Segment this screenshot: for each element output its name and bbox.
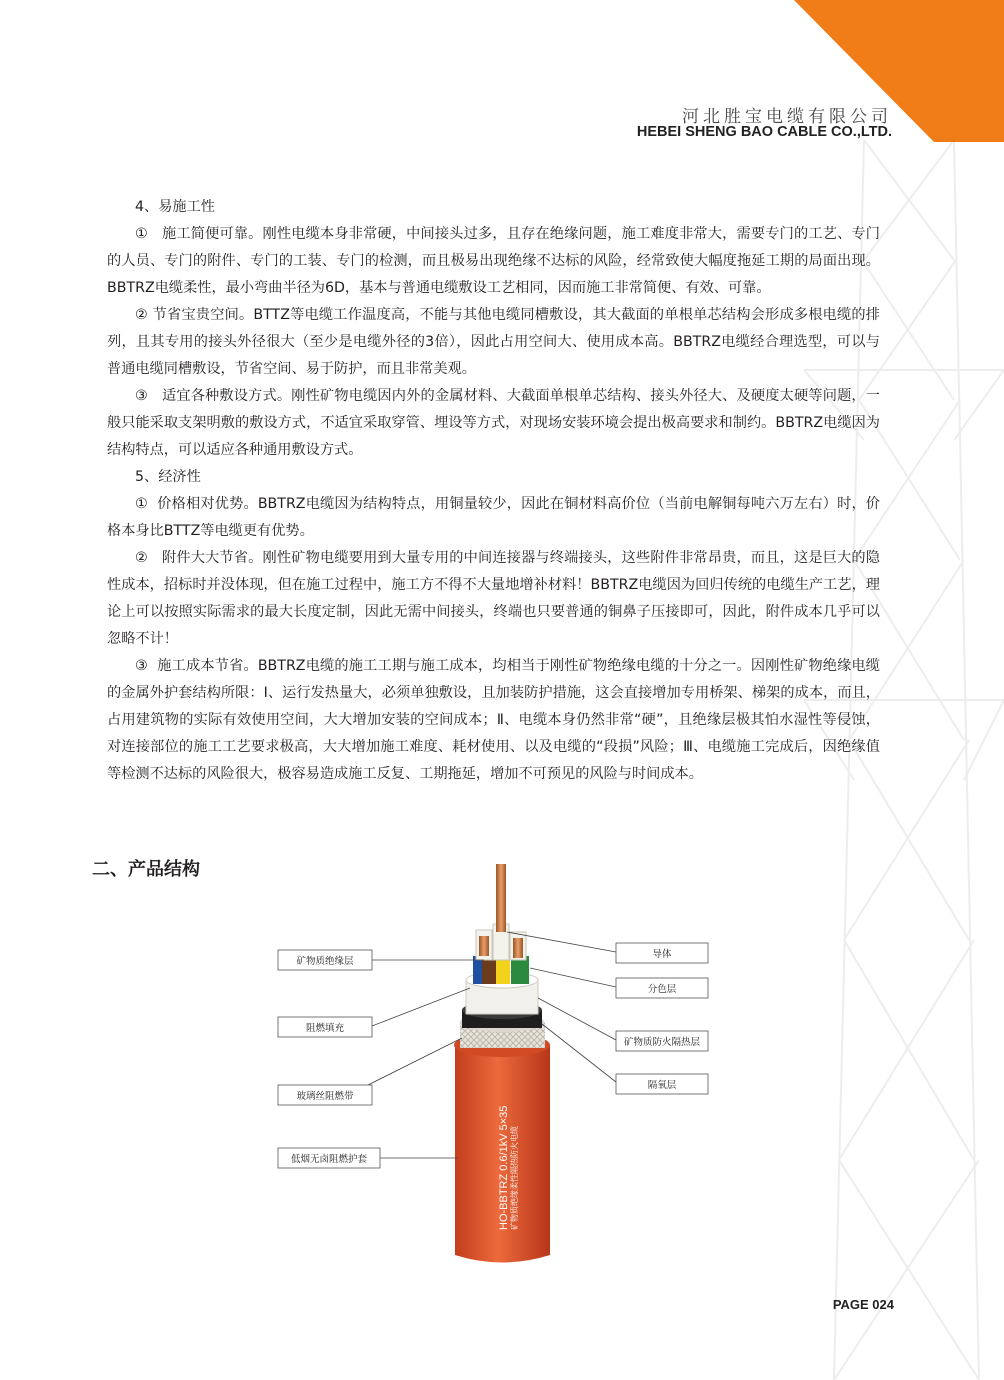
label-glass-fiber-tape: 玻璃丝阻燃带: [296, 1091, 354, 1102]
callout-label: [278, 950, 372, 970]
paragraph: [107, 221, 880, 302]
paragraph-text: 附件大大节省。刚性矿物电缆要用到大量专用的中间连接器与终端接头，这些附件非常昂贵，而且，这是巨大的隐性成本，招标时并没体现，但在施工过程中，施工方不得不大量地增补材料！BBTRZ电缆因为回归传统的电缆生产工艺，理论上可以按照实际需求的最大长度定制，因此无需中间接头，终端也只要普通的铜鼻子压接即可，因此，附件成本几乎可以忽略不计！: [107, 550, 880, 647]
callout-label: [278, 1148, 380, 1168]
item-marker: ③: [135, 388, 148, 404]
label-flame-filler: 阻燃填充: [305, 1023, 345, 1034]
item-marker: ①: [135, 226, 148, 242]
paragraph: [107, 653, 880, 788]
paragraph-text: 节省宝贵空间。BTTZ等电缆工作温度高，不能与其他电缆同槽敷设，其大截面的单根单芯结构会形成多根电缆的排列，且其专用的接头外径很大（至少是电缆外径的3倍），因此占用空间大、使用成本高。BBTRZ电缆经合理选型，可以与普通电缆同槽敷设，节省空间、易于防护，而且非常美观。: [107, 307, 880, 377]
cable-structure-diagram: [270, 860, 730, 1270]
body-text: [107, 194, 880, 788]
label-mineral-insulation: 矿物质绝缘层: [296, 956, 354, 967]
label-conductor: 导体: [652, 949, 672, 960]
label-color-layer: 分色层: [647, 984, 677, 995]
section-2-title: 二、产品结构: [92, 859, 200, 880]
label-lszh-sheath: 低烟无卤阻燃护套: [290, 1154, 368, 1165]
paragraph: [107, 491, 880, 545]
item-marker: ②: [135, 307, 148, 323]
item-marker: ②: [135, 550, 148, 566]
callout-label: [616, 1031, 708, 1051]
cable-marking-line2: 矿物质绝缘柔性隔热防火电缆: [510, 1126, 519, 1230]
item-marker: ①: [135, 496, 148, 512]
paragraph: [107, 545, 880, 653]
callout-label: [616, 943, 708, 963]
paragraph-text: 适宜各种敷设方式。刚性矿物电缆因内外的金属材料、大截面单根单芯结构、接头外径大、及硬度太硬等问题，一般只能采取支架明敷的敷设方式，不适宜采取穿管、埋设等方式，对现场安装环境会提出极高要求和制约。BBTRZ电缆因为结构特点，可以适应各种通用敷设方式。: [107, 388, 880, 458]
company-name-en: HEBEI SHENG BAO CABLE CO.,LTD.: [636, 124, 892, 140]
callout-label: [616, 978, 708, 998]
section-4-heading: 4、易施工性: [135, 199, 215, 215]
paragraph-text: 施工成本节省。BBTRZ电缆的施工工期与施工成本，均相当于刚性矿物绝缘电缆的十分之一。因刚性矿物绝缘电缆的金属外护套结构所限：Ⅰ、运行发热量大，必须单独敷设，且加装防护措施，这会直接增加专用桥架、梯架的成本，而且，占用建筑物的实际有效使用空间，大大增加安装的空间成本；Ⅱ、电缆本身仍然非常“硬”，且绝缘层极其怕水湿性等侵蚀，对连接部位的施工工艺要求极高，大大增加施工难度、耗材使用、以及电缆的“段损”风险；Ⅲ、电缆施工完成后，因绝缘值等检测不达标的风险很大，极容易造成施工反复、工期拖延，增加不可预见的风险与时间成本。: [107, 658, 880, 782]
section-5-heading: 5、经济性: [135, 469, 201, 485]
paragraph-text: 施工简便可靠。刚性电缆本身非常硬，中间接头过多，且存在绝缘问题，施工难度非常大，需要专门的工艺、专门的人员、专门的附件、专门的工装、专门的检测，而且极易出现绝缘不达标的风险，经常致使大幅度拖延工期的局面出现。BBTRZ电缆柔性，最小弯曲半径为6D，基本与普通电缆敷设工艺相同，因而施工非常简便、有效、可靠。: [107, 226, 880, 296]
callout-label: [616, 1074, 708, 1094]
callout-label: [278, 1085, 372, 1105]
label-oxygen-barrier: 隔氧层: [647, 1080, 677, 1091]
cable-marking-line1: HO-BBTRZ 0.6/1kV 5×35: [498, 1105, 510, 1230]
page-number: PAGE 024: [832, 1297, 894, 1312]
paragraph: [107, 383, 880, 464]
paragraph: [107, 302, 880, 383]
item-marker: ③: [135, 658, 148, 674]
callout-label: [278, 1017, 372, 1037]
company-name-cn: 河北胜宝电缆有限公司: [682, 107, 892, 127]
label-fire-insulation-layer: 矿物质防火隔热层: [623, 1037, 701, 1048]
paragraph-text: 价格相对优势。BBTRZ电缆因为结构特点，用铜量较少，因此在铜材料高价位（当前电解铜每吨六万左右）时，价格本身比BTTZ等电缆更有优势。: [107, 496, 880, 539]
